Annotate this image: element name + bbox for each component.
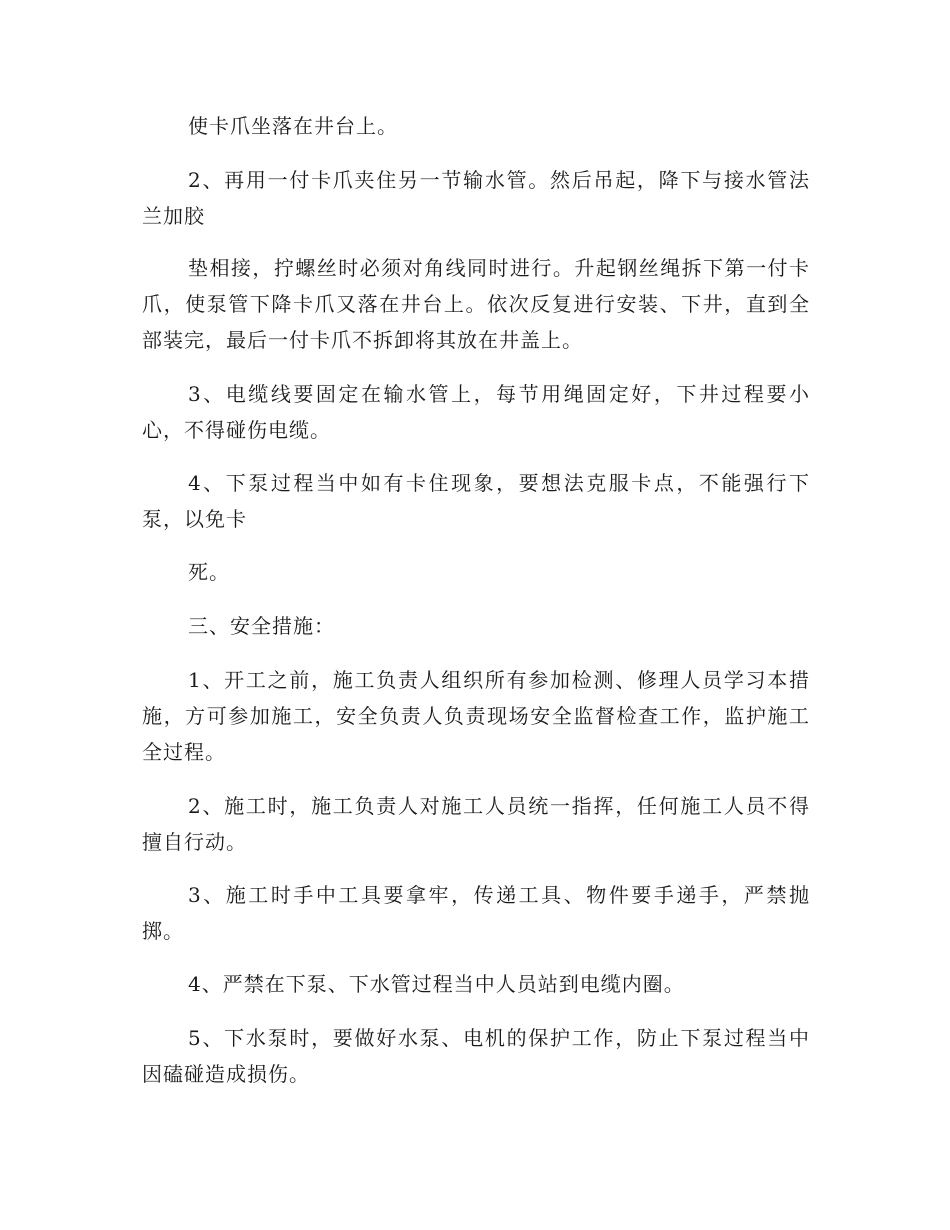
paragraph-2: 2、再用一付卡爪夹住另一节输水管。然后吊起，降下与接水管法兰加胶 [142,168,810,228]
paragraph-3: 垫相接，拧螺丝时必须对角线同时进行。升起钢丝绳拆下第一付卡爪，使泵管下降卡爪又落在井台上。依次反复进行安装、下井，直到全部装完，最后一付卡爪不拆卸将其放在井盖上。 [142,256,810,352]
paragraph-6: 死。 [188,560,230,584]
section-heading-safety: 三、安全措施： [188,614,335,638]
paragraph-9: 3、施工时手中工具要拿牢，传递工具、物件要手递手，严禁抛掷。 [142,883,810,943]
paragraph-5: 4、下泵过程当中如有卡住现象，要想法克服卡点，不能强行下泵，以免卡 [142,471,810,531]
paragraph-7: 1、开工之前，施工负责人组织所有参加检测、修理人员学习本措施，方可参加施工，安全负责人负责现场安全监督检查工作，监护施工全过程。 [142,668,810,764]
paragraph-8: 2、施工时，施工负责人对施工人员统一指挥，任何施工人员不得擅自行动。 [142,794,810,854]
paragraph-4: 3、电缆线要固定在输水管上，每节用绳固定好，下井过程要小心，不得碰伤电缆。 [142,382,810,442]
paragraph-1: 使卡爪坐落在井台上。 [188,114,398,138]
paragraph-11: 5、下水泵时，要做好水泵、电机的保护工作，防止下泵过程当中因磕碰造成损伤。 [142,1026,810,1086]
paragraph-10: 4、严禁在下泵、下水管过程当中人员站到电缆内圈。 [188,972,685,996]
